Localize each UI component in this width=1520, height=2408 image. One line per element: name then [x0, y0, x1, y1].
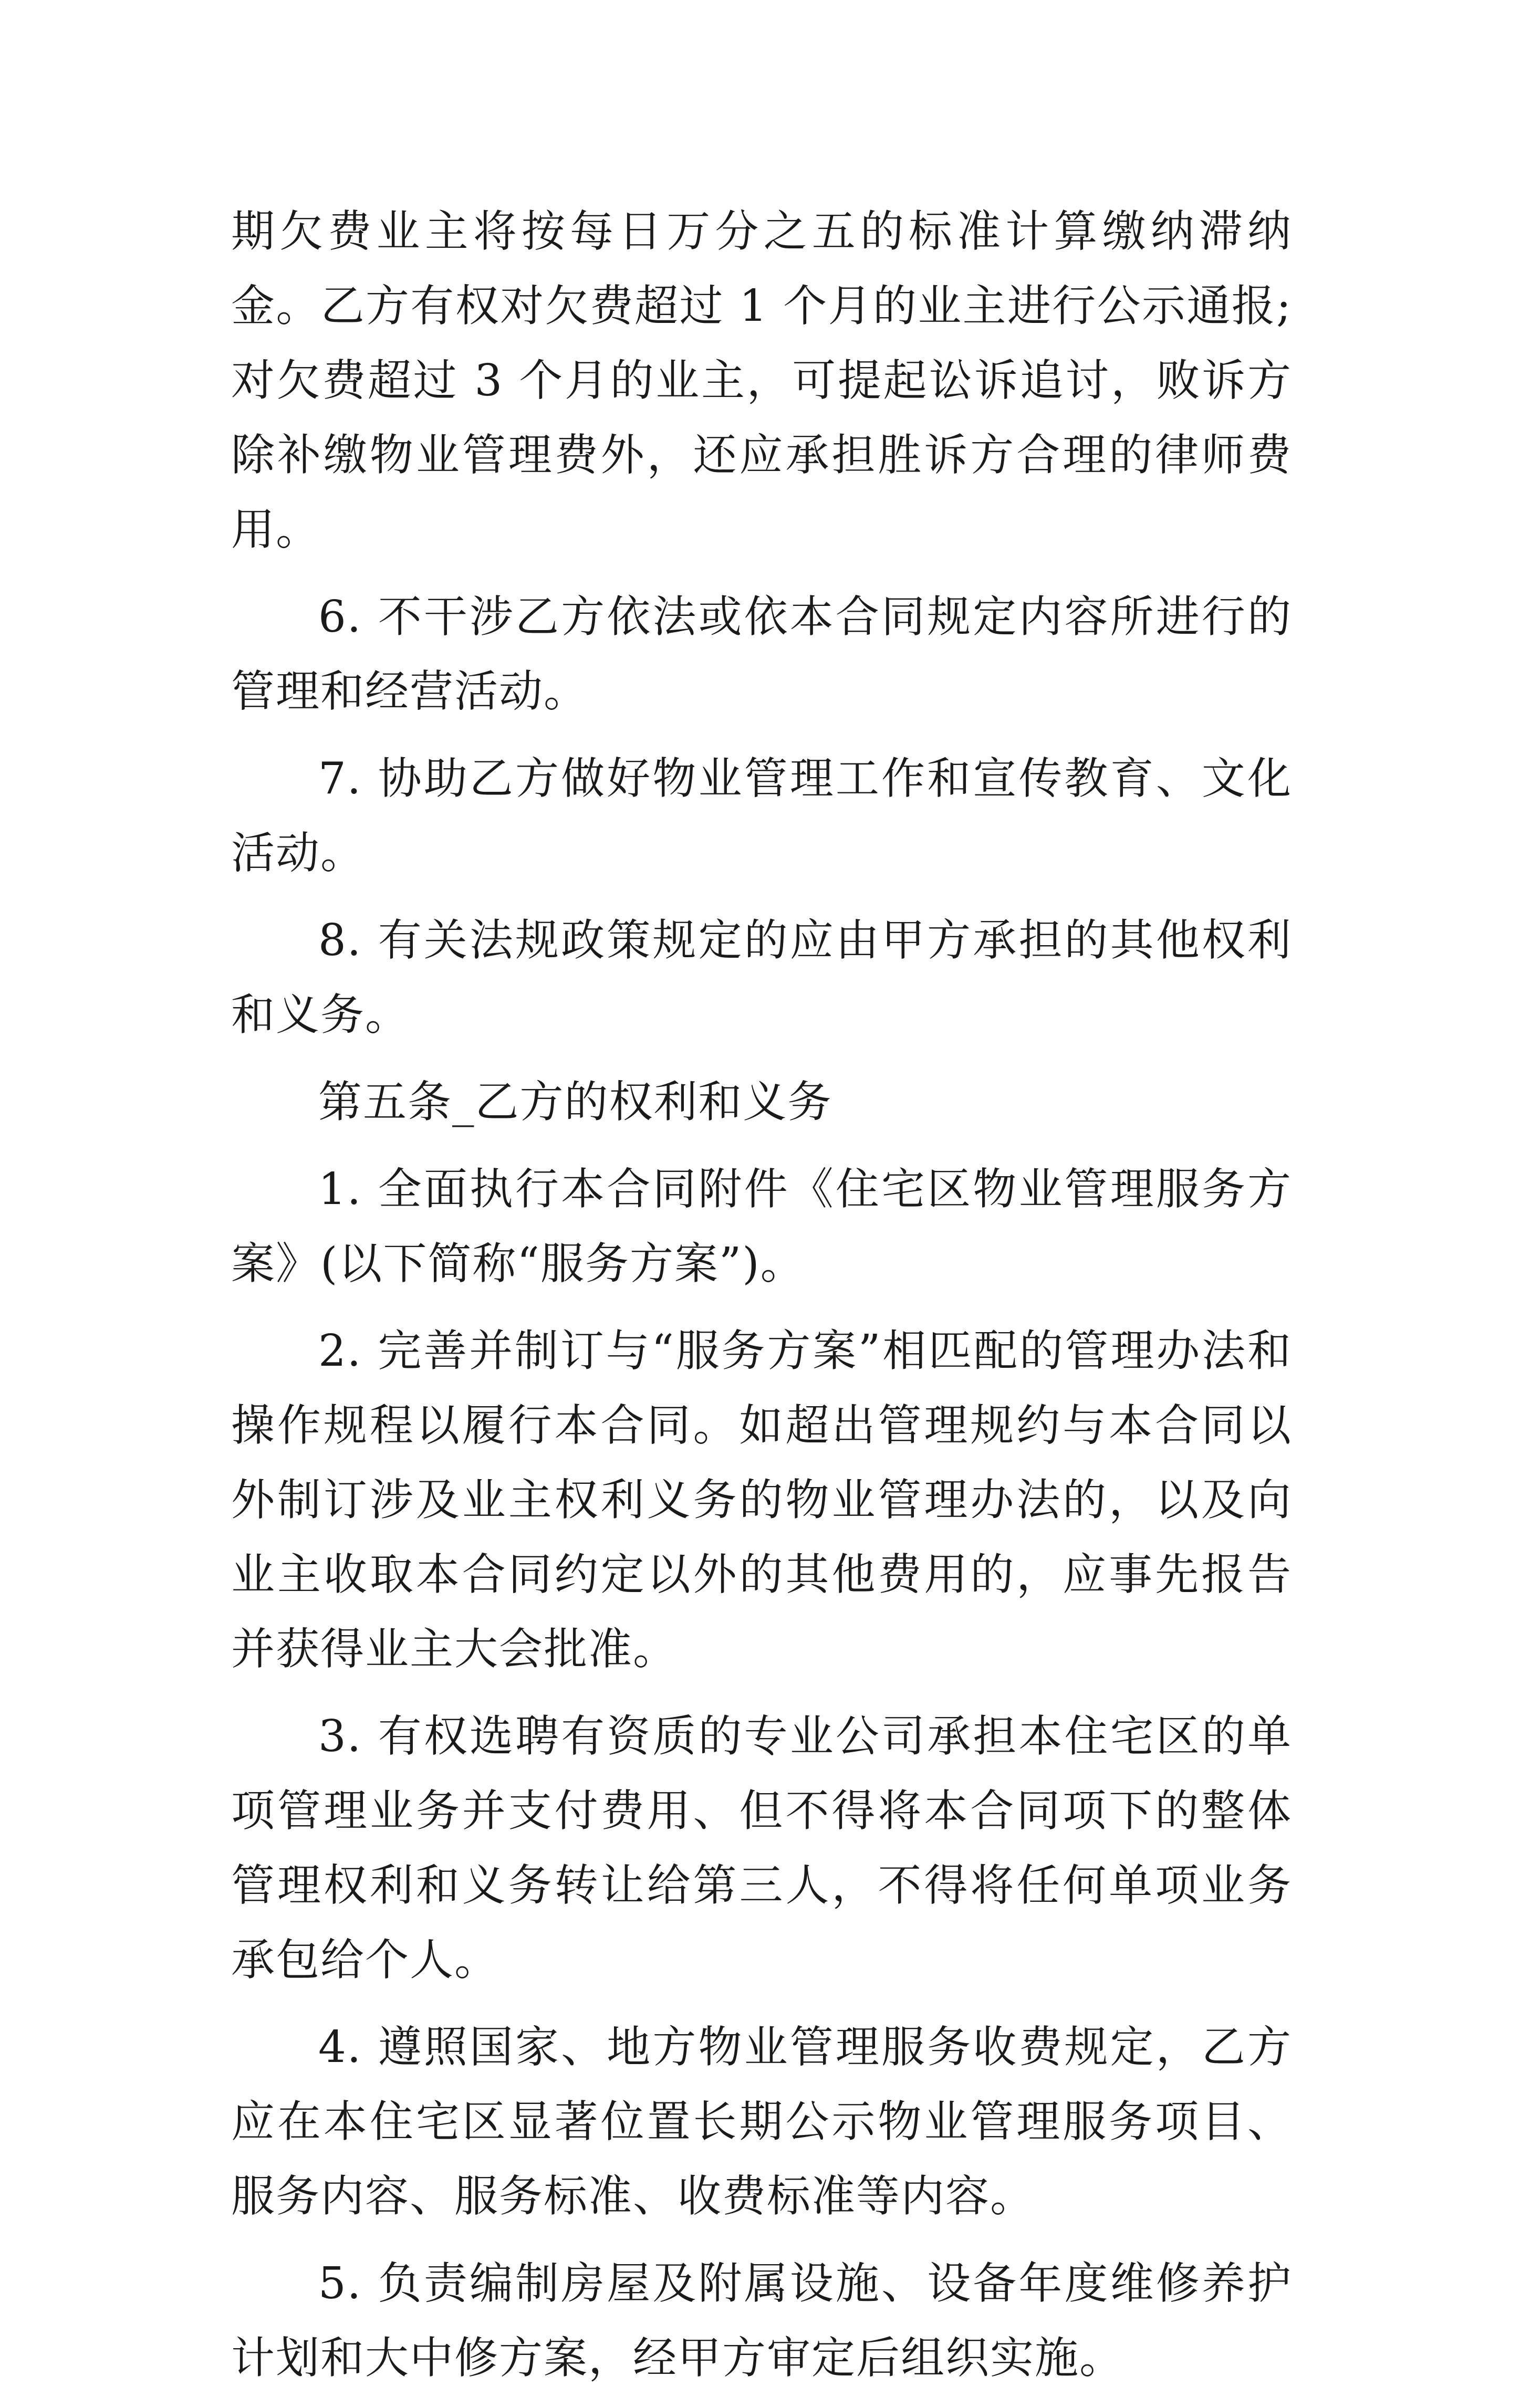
contract-body: [231, 194, 1292, 2408]
paragraph-late-fee-continuation: 期欠费业主将按每日万分之五的标准计算缴纳滞纳金。乙方有权对欠费超过 1 个月的业主进行公示通报;对欠费超过 3 个月的业主，可提起讼诉追讨，败诉方除补缴物业管理费外，还应承担胜诉方合理的律师费用。: [231, 206, 1292, 555]
paragraph-item-6: 6. 不干涉乙方依法或依本合同规定内容所进行的管理和经营活动。: [231, 591, 1292, 717]
paragraph-item-7: 7. 协助乙方做好物业管理工作和宣传教育、文化活动。: [231, 753, 1292, 878]
paragraph-item-8: 8. 有关法规政策规定的应由甲方承担的其他权利和义务。: [231, 915, 1292, 1040]
paragraph-duty-1: 1. 全面执行本合同附件《住宅区物业管理服务方案》(以下简称“服务方案”)。: [231, 1164, 1292, 1289]
paragraph-duty-3: 3. 有权选聘有资质的专业公司承担本住宅区的单项管理业务并支付费用、但不得将本合同项下的整体管理权利和义务转让给第三人，不得将任何单项业务承包给个人。: [231, 1711, 1292, 1985]
paragraph-duty-2: 2. 完善并制订与“服务方案”相匹配的管理办法和操作规程以履行本合同。如超出管理规约与本合同以外制订涉及业主权利义务的物业管理办法的，以及向业主收取本合同约定以外的其他费用的，应事先报告并获得业主大会批准。: [231, 1325, 1292, 1674]
paragraph-duty-5: 5. 负责编制房屋及附属设施、设备年度维修养护计划和大中修方案，经甲方审定后组织实施。: [231, 2258, 1292, 2383]
section-heading-article-5: 第五条_乙方的权利和义务: [318, 1076, 832, 1127]
paragraph-duty-4: 4. 遵照国家、地方物业管理服务收费规定，乙方应在本住宅区显著位置长期公示物业管理服务项目、服务内容、服务标准、收费标准等内容。: [231, 2022, 1292, 2222]
